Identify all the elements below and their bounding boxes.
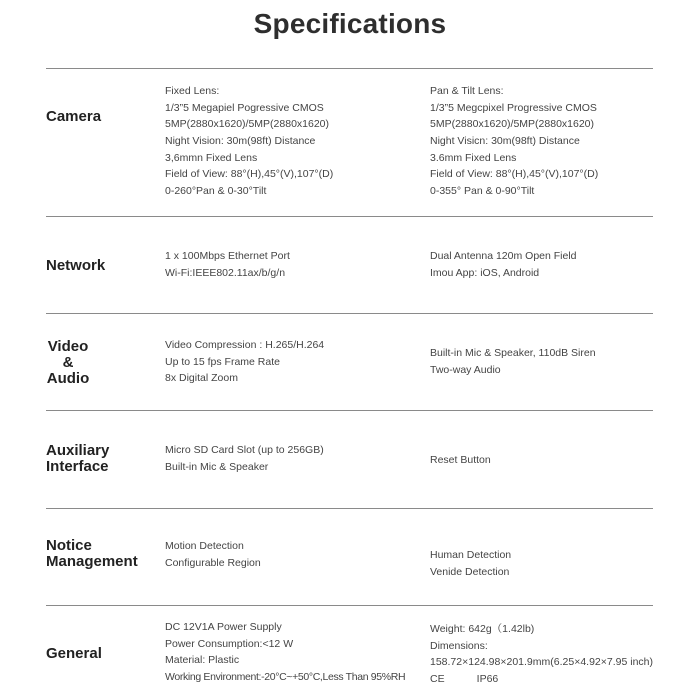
spec-line: Reset Button bbox=[430, 454, 491, 466]
section-label-general: General bbox=[46, 645, 102, 662]
camera-fixed-lens-specs bbox=[165, 83, 333, 200]
spec-line: Dimensions: bbox=[430, 639, 488, 652]
spec-line: Up to 15 fps Frame Rate bbox=[165, 355, 280, 368]
auxiliary-specs-right bbox=[430, 452, 491, 469]
section-label-notice-management: Notice Management bbox=[46, 537, 138, 570]
spec-line: Material: Plastic bbox=[165, 654, 240, 667]
divider bbox=[46, 313, 653, 314]
spec-line: 1 x 100Mbps Ethernet Port bbox=[165, 250, 290, 262]
spec-line: CE IP66 bbox=[430, 673, 499, 686]
spec-line: 0-260°Pan & 0-30°Tilt bbox=[165, 185, 267, 198]
divider bbox=[46, 410, 653, 411]
video-audio-specs-left bbox=[165, 337, 324, 387]
spec-line: 3.6mm Fixed Lens bbox=[430, 151, 517, 164]
spec-line: 1/3”5 Megcpixel Progressive CMOS bbox=[430, 101, 597, 114]
section-label-network: Network bbox=[46, 257, 106, 274]
spec-line: Fixed Lens: bbox=[165, 85, 220, 97]
network-specs-right bbox=[430, 248, 577, 281]
spec-line: Video Compression : H.265/H.264 bbox=[165, 339, 325, 351]
spec-line: Working Environment:-20°C~+50°C,Less Than 95%RH bbox=[165, 671, 406, 684]
spec-line: Field of View: 88°(H),45°(V),107°(D) bbox=[430, 168, 599, 181]
notice-specs-right bbox=[430, 547, 511, 580]
spec-line: 8x Digital Zoom bbox=[165, 372, 238, 385]
page-title: Specifications bbox=[253, 8, 447, 39]
spec-line: 1/3”5 Megapiel Pogressive CMOS bbox=[165, 101, 324, 114]
divider bbox=[46, 216, 653, 217]
spec-line: 0-355° Pan & 0-90°Tilt bbox=[430, 185, 535, 198]
spec-line: 3,6mmn Fixed Lens bbox=[165, 151, 258, 164]
spec-line: Human Detection bbox=[430, 549, 512, 561]
section-label-camera: Camera bbox=[46, 108, 102, 125]
spec-line: 5MP(2880x1620)/5MP(2880x1620) bbox=[165, 118, 330, 131]
section-label-video-audio: Video & Audio bbox=[46, 338, 90, 387]
spec-line: Imou App: iOS, Android bbox=[430, 266, 540, 279]
spec-line: Built-in Mic & Speaker, 110dB Siren bbox=[430, 347, 596, 359]
section-label-auxiliary-interface: Auxiliary Interface bbox=[46, 442, 110, 475]
spec-line: Pan & Tilt Lens: bbox=[430, 85, 504, 97]
divider bbox=[46, 68, 653, 69]
notice-specs-left bbox=[165, 538, 261, 571]
network-specs-left bbox=[165, 248, 290, 281]
spec-line: Weight: 642g（1.42lb) bbox=[430, 623, 535, 635]
spec-line: Night Vision: 30m(98ft) Distance bbox=[165, 135, 316, 148]
spec-line: Venide Detection bbox=[430, 565, 510, 578]
camera-pan-tilt-lens-specs bbox=[430, 83, 598, 200]
spec-line: Field of View: 88°(H),45°(V),107°(D) bbox=[165, 168, 334, 181]
divider bbox=[46, 508, 653, 509]
video-audio-specs-right bbox=[430, 345, 596, 378]
spec-line: Configurable Region bbox=[165, 556, 261, 569]
spec-line: Night Visicn: 30m(98ft) Distance bbox=[430, 135, 580, 148]
spec-line: 5MP(2880x1620)/5MP(2880x1620) bbox=[430, 118, 595, 131]
spec-line: Power Consumption:<12 W bbox=[165, 637, 294, 650]
spec-line: DC 12V1A Power Supply bbox=[165, 621, 282, 633]
auxiliary-specs-left bbox=[165, 442, 324, 475]
spec-line: Wi-Fi:IEEE802.11ax/b/g/n bbox=[165, 266, 286, 279]
spec-line: Dual Antenna 120m Open Field bbox=[430, 250, 577, 262]
general-specs-left bbox=[165, 619, 405, 686]
spec-line: Motion Detection bbox=[165, 540, 244, 552]
spec-line: 158.72×124.98×201.9mm(6.25×4.92×7.95 inch) bbox=[430, 656, 654, 669]
divider bbox=[46, 605, 653, 606]
spec-line: Micro SD Card Slot (up to 256GB) bbox=[165, 444, 324, 456]
spec-line: Two-way Audio bbox=[430, 363, 501, 376]
spec-line: Built-in Mic & Speaker bbox=[165, 460, 269, 473]
general-specs-right bbox=[430, 621, 653, 688]
